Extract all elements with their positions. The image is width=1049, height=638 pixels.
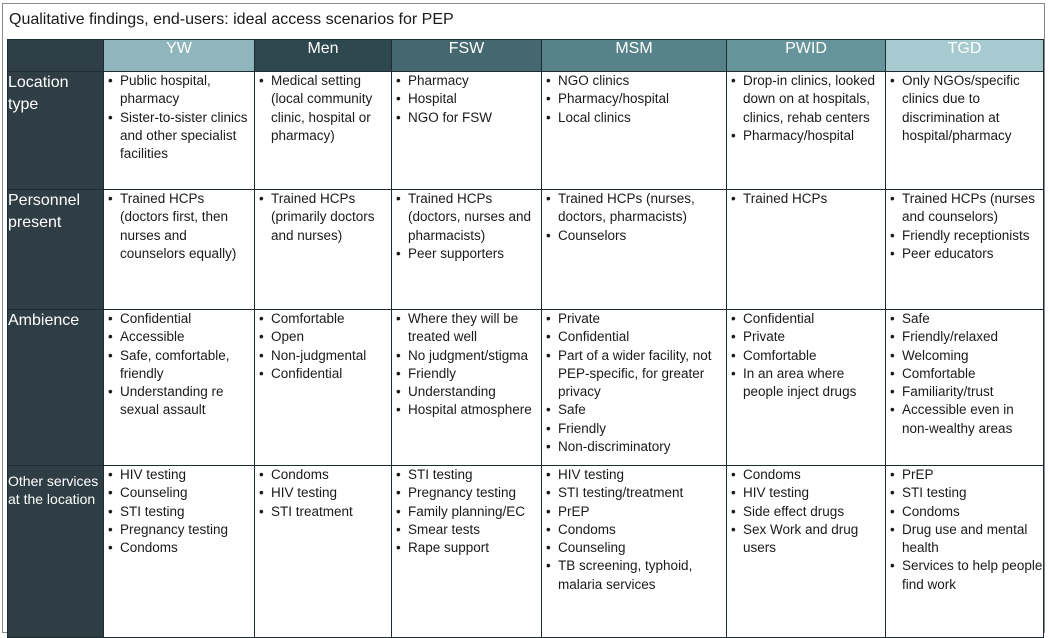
bullet-item: • Sex Work and drug users bbox=[727, 521, 885, 558]
bullet-item: • Side effect drugs bbox=[727, 503, 885, 521]
bullet-list bbox=[886, 72, 1043, 145]
table-cell-men bbox=[255, 466, 392, 638]
table-cell-msm bbox=[542, 310, 727, 466]
table-row bbox=[8, 310, 1044, 466]
bullet-item: • Non-judgmental bbox=[255, 347, 391, 365]
table-cell-yw bbox=[104, 466, 255, 638]
bullet-list bbox=[886, 190, 1043, 263]
column-header-tgd: TGD bbox=[886, 40, 1044, 72]
bullet-item: • Safe bbox=[542, 401, 726, 419]
bullet-item: • Trained HCPs (doctors first, then nurses and counselors equally) bbox=[104, 190, 254, 263]
row-header: Other services at the location bbox=[8, 466, 104, 638]
bullet-item: • Drug use and mental health bbox=[886, 521, 1043, 558]
bullet-item: • Hospital bbox=[392, 90, 541, 108]
bullet-item: • Hospital atmosphere bbox=[392, 401, 541, 419]
column-header-fsw: FSW bbox=[392, 40, 542, 72]
bullet-list bbox=[392, 466, 541, 557]
bullet-item: • Understanding bbox=[392, 383, 541, 401]
bullet-list bbox=[886, 466, 1043, 594]
bullet-item: • Accessible even in non-wealthy areas bbox=[886, 401, 1043, 438]
table-cell-men bbox=[255, 72, 392, 190]
bullet-list bbox=[104, 310, 254, 420]
bullet-item: • Friendly bbox=[392, 365, 541, 383]
bullet-item: • Private bbox=[542, 310, 726, 328]
bullet-item: • Confidential bbox=[542, 328, 726, 346]
column-header-pwid: PWID bbox=[727, 40, 886, 72]
findings-table bbox=[7, 39, 1044, 638]
bullet-list bbox=[392, 310, 541, 420]
bullet-list bbox=[727, 466, 885, 557]
table-cell-pwid bbox=[727, 190, 886, 310]
bullet-item: • NGO clinics bbox=[542, 72, 726, 90]
bullet-item: • Private bbox=[727, 328, 885, 346]
bullet-item: • Accessible bbox=[104, 328, 254, 346]
bullet-item: • HIV testing bbox=[542, 466, 726, 484]
bullet-item: • Only NGOs/specific clinics due to discrimination at hospital/pharmacy bbox=[886, 72, 1043, 145]
bullet-item: • Condoms bbox=[542, 521, 726, 539]
table-cell-men bbox=[255, 190, 392, 310]
bullet-list bbox=[104, 190, 254, 263]
bullet-item: • Non-discriminatory bbox=[542, 438, 726, 456]
corner-cell bbox=[8, 40, 104, 72]
bullet-item: • Peer educators bbox=[886, 245, 1043, 263]
table-row bbox=[8, 190, 1044, 310]
bullet-list bbox=[542, 466, 726, 594]
bullet-item: • Public hospital, pharmacy bbox=[104, 72, 254, 109]
bullet-item: • Pregnancy testing bbox=[392, 484, 541, 502]
bullet-item: • Pharmacy bbox=[392, 72, 541, 90]
bullet-item: • Trained HCPs (nurses, doctors, pharmacists) bbox=[542, 190, 726, 227]
bullet-item: • Condoms bbox=[104, 539, 254, 557]
bullet-item: • Comfortable bbox=[727, 347, 885, 365]
table-cell-tgd bbox=[886, 310, 1044, 466]
bullet-item: • Welcoming bbox=[886, 347, 1043, 365]
bullet-list bbox=[255, 72, 391, 145]
table-cell-yw bbox=[104, 310, 255, 466]
table-cell-pwid bbox=[727, 466, 886, 638]
bullet-item: • Trained HCPs (nurses and counselors) bbox=[886, 190, 1043, 227]
bullet-item: • Confidential bbox=[727, 310, 885, 328]
table-cell-tgd bbox=[886, 72, 1044, 190]
bullet-list bbox=[727, 190, 885, 208]
bullet-list bbox=[255, 466, 391, 521]
bullet-item: • Confidential bbox=[255, 365, 391, 383]
bullet-item: • HIV testing bbox=[255, 484, 391, 502]
table-cell-fsw bbox=[392, 72, 542, 190]
figure-title: Qualitative findings, end-users: ideal access scenarios for PEP bbox=[9, 11, 454, 28]
table-cell-pwid bbox=[727, 310, 886, 466]
bullet-item: • Pharmacy/hospital bbox=[727, 127, 885, 145]
bullet-list bbox=[542, 72, 726, 127]
figure-frame bbox=[2, 3, 1045, 633]
table-row bbox=[8, 466, 1044, 638]
bullet-item: • STI treatment bbox=[255, 503, 391, 521]
header-row bbox=[8, 40, 1044, 72]
bullet-item: • Comfortable bbox=[886, 365, 1043, 383]
bullet-list bbox=[392, 72, 541, 127]
bullet-item: • Friendly/relaxed bbox=[886, 328, 1043, 346]
bullet-item: • Where they will be treated well bbox=[392, 310, 541, 347]
bullet-item: • Safe bbox=[886, 310, 1043, 328]
bullet-item: • Medical setting (local community clinic, hospital or pharmacy) bbox=[255, 72, 391, 145]
bullet-item: • In an area where people inject drugs bbox=[727, 365, 885, 402]
bullet-list bbox=[542, 190, 726, 245]
bullet-item: • Friendly bbox=[542, 420, 726, 438]
bullet-item: • STI testing bbox=[886, 484, 1043, 502]
bullet-list bbox=[104, 466, 254, 557]
table-cell-yw bbox=[104, 72, 255, 190]
column-header-msm: MSM bbox=[542, 40, 727, 72]
row-header: Ambience bbox=[8, 310, 104, 466]
bullet-item: • Comfortable bbox=[255, 310, 391, 328]
bullet-item: • STI testing bbox=[104, 503, 254, 521]
bullet-item: • Trained HCPs (doctors, nurses and pharmacists) bbox=[392, 190, 541, 245]
bullet-item: • Drop-in clinics, looked down on at hospitals, clinics, rehab centers bbox=[727, 72, 885, 127]
table-cell-fsw bbox=[392, 310, 542, 466]
table-cell-msm bbox=[542, 72, 727, 190]
bullet-item: • Smear tests bbox=[392, 521, 541, 539]
bullet-item: • Understanding re sexual assault bbox=[104, 383, 254, 420]
bullet-list bbox=[104, 72, 254, 163]
bullet-item: • Safe, comfortable, friendly bbox=[104, 347, 254, 384]
table-cell-msm bbox=[542, 466, 727, 638]
table-cell-msm bbox=[542, 190, 727, 310]
bullet-item: • Condoms bbox=[886, 503, 1043, 521]
bullet-item: • Counseling bbox=[104, 484, 254, 502]
bullet-list bbox=[727, 310, 885, 401]
bullet-item: • Counselors bbox=[542, 227, 726, 245]
table-cell-yw bbox=[104, 190, 255, 310]
bullet-item: • Familiarity/trust bbox=[886, 383, 1043, 401]
bullet-item: • HIV testing bbox=[727, 484, 885, 502]
table-row bbox=[8, 72, 1044, 190]
bullet-item: • Condoms bbox=[727, 466, 885, 484]
bullet-item: • STI testing bbox=[392, 466, 541, 484]
bullet-item: • NGO for FSW bbox=[392, 109, 541, 127]
bullet-item: • Friendly receptionists bbox=[886, 227, 1043, 245]
bullet-item: • Peer supporters bbox=[392, 245, 541, 263]
bullet-item: • PrEP bbox=[542, 503, 726, 521]
table-cell-fsw bbox=[392, 190, 542, 310]
row-header: Personnel present bbox=[8, 190, 104, 310]
bullet-list bbox=[542, 310, 726, 456]
bullet-item: • Condoms bbox=[255, 466, 391, 484]
bullet-item: • Pregnancy testing bbox=[104, 521, 254, 539]
table-cell-tgd bbox=[886, 190, 1044, 310]
table-cell-fsw bbox=[392, 466, 542, 638]
table-cell-tgd bbox=[886, 466, 1044, 638]
bullet-list bbox=[727, 72, 885, 145]
bullet-item: • STI testing/treatment bbox=[542, 484, 726, 502]
table-cell-pwid bbox=[727, 72, 886, 190]
bullet-item: • PrEP bbox=[886, 466, 1043, 484]
bullet-item: • Rape support bbox=[392, 539, 541, 557]
bullet-item: • Family planning/EC bbox=[392, 503, 541, 521]
bullet-item: • Confidential bbox=[104, 310, 254, 328]
row-header: Location type bbox=[8, 72, 104, 190]
bullet-item: • TB screening, typhoid, malaria services bbox=[542, 557, 726, 594]
table-cell-men bbox=[255, 310, 392, 466]
bullet-item: • No judgment/stigma bbox=[392, 347, 541, 365]
bullet-item: • Sister-to-sister clinics and other specialist facilities bbox=[104, 109, 254, 164]
bullet-list bbox=[392, 190, 541, 263]
column-header-yw: YW bbox=[104, 40, 255, 72]
bullet-item: • Pharmacy/hospital bbox=[542, 90, 726, 108]
bullet-item: • Part of a wider facility, not PEP-specific, for greater privacy bbox=[542, 347, 726, 402]
bullet-item: • Trained HCPs (primarily doctors and nurses) bbox=[255, 190, 391, 245]
bullet-item: • HIV testing bbox=[104, 466, 254, 484]
bullet-item: • Counseling bbox=[542, 539, 726, 557]
bullet-item: • Local clinics bbox=[542, 109, 726, 127]
bullet-item: • Services to help people find work bbox=[886, 557, 1043, 594]
bullet-item: • Trained HCPs bbox=[727, 190, 885, 208]
column-header-men: Men bbox=[255, 40, 392, 72]
bullet-list bbox=[255, 190, 391, 245]
bullet-list bbox=[255, 310, 391, 383]
bullet-item: • Open bbox=[255, 328, 391, 346]
bullet-list bbox=[886, 310, 1043, 438]
